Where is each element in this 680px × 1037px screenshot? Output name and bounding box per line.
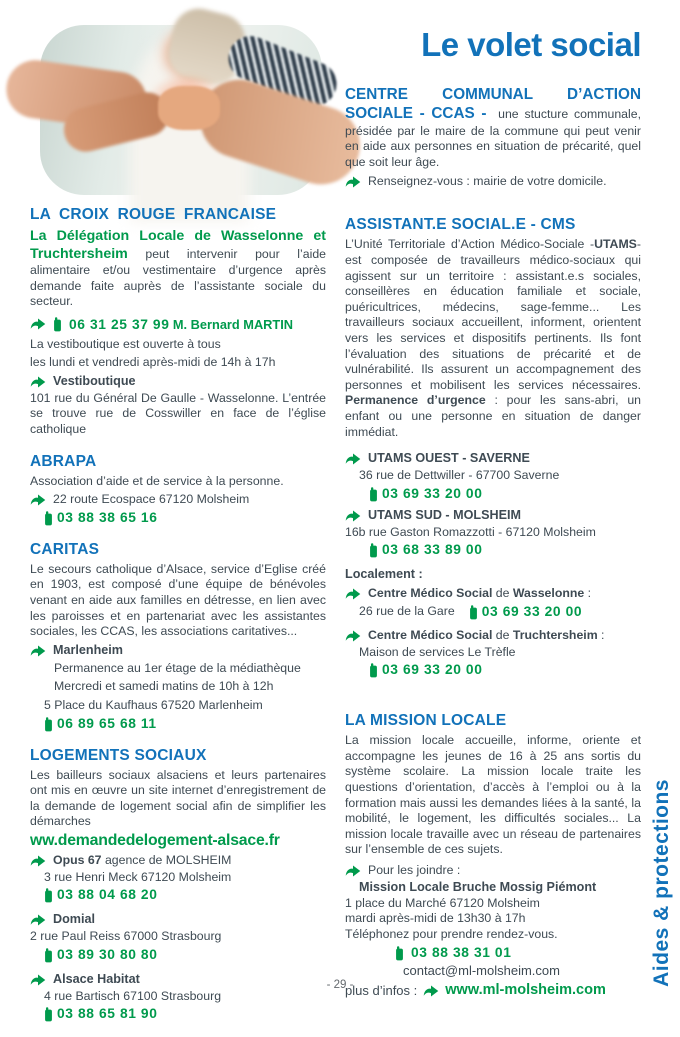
- cms-body-part: L’Unité Territoriale d’Action Médico-Sociale -: [345, 237, 595, 252]
- mission-address: 1 place du Marché 67120 Molsheim: [345, 895, 540, 910]
- arrow-icon: [345, 630, 361, 642]
- vestiboutique-line1: La vestiboutique est ouverte à tous: [30, 336, 221, 351]
- caritas-line3: 5 Place du Kaufhaus 67520 Marlenheim: [44, 698, 263, 712]
- cms-center-wasselonne: Centre Médico Social de Wasselonne :: [368, 586, 592, 601]
- localement-label: Localement :: [345, 567, 423, 582]
- utams-sud-phone: 03 68 33 89 00: [382, 542, 483, 558]
- mission-hours: mardi après-midi de 13h30 à 17h: [345, 911, 526, 926]
- mission-join-label: Pour les joindre :: [368, 863, 461, 878]
- arrow-icon: [30, 318, 46, 330]
- section-caritas: [30, 541, 326, 732]
- abrapa-address: 22 route Ecospace 67120 Molsheim: [53, 492, 250, 507]
- logements-heading: LOGEMENTS SOCIAUX: [30, 746, 207, 764]
- ccas-heading: CENTRE COMMUNAL D’ACTION SOCIALE - CCAS -: [345, 86, 641, 123]
- ccas-note: Renseignez-vous : mairie de votre domicile.: [368, 173, 607, 188]
- arrow-icon: [345, 453, 361, 465]
- mission-website-link[interactable]: www.ml-molsheim.com: [445, 982, 606, 998]
- arrow-icon: [30, 494, 46, 506]
- mission-more-label: plus d’infos :: [345, 982, 418, 998]
- cms-body: [345, 237, 641, 440]
- arrow-icon: [345, 865, 361, 877]
- photo-fist-shape: [158, 86, 220, 130]
- arrow-icon: [345, 510, 361, 522]
- agency-alsace-habitat-name: Alsace Habitat: [53, 971, 140, 986]
- arrow-icon: [345, 588, 361, 600]
- agency-domial-phone: 03 89 30 80 80: [57, 946, 158, 962]
- ccas-body: une stucture communale, présidée par le maire de la commune qui peut venir en aide aux personnes en situation de précarité, quel que soit leur âge.: [345, 107, 641, 170]
- caritas-line1: Permanence au 1er étage de la médiathèque: [54, 660, 301, 675]
- mission-email[interactable]: contact@ml-molsheim.com: [403, 962, 560, 978]
- section-assistant-social-cms: [345, 216, 641, 678]
- hands-fist-bump-photo: [40, 25, 322, 195]
- agency-alsace-habitat-phone: 03 88 65 81 90: [57, 1006, 158, 1022]
- phone-icon: [44, 717, 53, 732]
- phone-icon: [44, 888, 53, 903]
- utams-ouest-phone: 03 69 33 20 00: [382, 485, 483, 501]
- caritas-line2: Mercredi et samedi matins de 10h à 12h: [54, 679, 274, 694]
- phone-icon: [469, 605, 478, 620]
- agency-opus67-address: 3 rue Henri Meck 67120 Molsheim: [44, 869, 232, 884]
- agency-domial-address: 2 rue Paul Reiss 67000 Strasbourg: [30, 929, 222, 944]
- croix-rouge-contact: M. Bernard MARTIN: [172, 316, 294, 332]
- arrow-icon: [30, 914, 46, 926]
- cms-truchtersheim-address: Maison de services Le Trèfle: [359, 644, 516, 659]
- phone-icon: [44, 511, 53, 526]
- arrow-icon: [345, 176, 361, 188]
- agency-opus67-name: Opus 67 agence de MOLSHEIM: [53, 853, 232, 868]
- chapter-side-label: Aides & protections: [650, 779, 673, 987]
- cms-body-bold-utams: UTAMS: [594, 237, 637, 252]
- abrapa-phone: 03 88 38 65 16: [57, 509, 158, 525]
- left-column: [30, 206, 326, 1037]
- section-mission-locale: [345, 712, 641, 998]
- phone-icon: [44, 1007, 53, 1022]
- croix-rouge-phone: 06 31 25 37 99: [69, 316, 170, 332]
- logements-body: Les bailleurs sociaux alsaciens et leurs partenaires ont mis en œuvre un site internet d’enregistrement de la demande de logement social afin de simplifier les démarches: [30, 767, 326, 829]
- mission-body: La mission locale accueille, informe, oriente et accompagne les jeunes de 16 à 25 ans sortis du système scolaire. La mission locale traite les questions d’orientation, d’accès à l’emploi ou à la formation mais aussi les demandes liées à la santé, la mobilité, le logement, les difficultés sociales... La mission locale travaille avec un réseau de partenaires sur l’ensemble de ces sujets.: [345, 733, 641, 857]
- phone-icon: [53, 317, 62, 332]
- arrow-icon: [30, 376, 46, 388]
- utams-ouest-name: UTAMS OUEST - SAVERNE: [368, 451, 530, 466]
- cms-body-part: : pour les sans-abri, un enfant ou une personne en situation de danger immédiat.: [345, 393, 641, 439]
- croix-rouge-address: 101 rue du Général De Gaulle - Wasselonne. L’entrée se trouve rue de Cosswiller en face de l’église catholique: [30, 390, 326, 436]
- croix-rouge-intro: [30, 227, 326, 310]
- page-title: Le volet social: [421, 26, 641, 63]
- cms-body-bold-permanence: Permanence d’urgence: [345, 393, 486, 408]
- abrapa-heading: ABRAPA: [30, 452, 97, 470]
- cms-center-truchtersheim: Centre Médico Social de Truchtersheim :: [368, 627, 605, 642]
- mission-heading: LA MISSION LOCALE: [345, 712, 507, 730]
- utams-sud-address: 16b rue Gaston Romazzotti - 67120 Molsheim: [345, 524, 596, 539]
- page-number: - 29 -: [326, 979, 354, 991]
- cms-body-part: - est composée de travailleurs médico-sociaux qui agissent sur un territoire : assistant.e.s sociales, conseillères en éducation familiale et sociale, puéricultrices, médecins, sage-femme... Les travailleurs sociaux accueillent, informent, orientent vers les services et dispositifs pertinents. Ils font l’évaluation des situations de précarité et de vulnérabilité. Ils assurent un accompagnement des personnes et mobilisent les services nécessaires.: [345, 237, 641, 392]
- section-ccas: [345, 85, 641, 189]
- phone-icon: [369, 663, 378, 678]
- croix-rouge-intro-rest: peut intervenir pour l’aide alimentaire et/ou vestimentaire d’urgence après demande faite auprès de l’assistante sociale du secteur.: [30, 247, 326, 309]
- agency-alsace-habitat-address: 4 rue Bartisch 67100 Strasbourg: [44, 988, 222, 1003]
- phone-icon: [369, 487, 378, 502]
- cms-wasselonne-phone: 03 69 33 20 00: [481, 603, 583, 619]
- caritas-heading: CARITAS: [30, 540, 100, 558]
- phone-icon: [369, 543, 378, 558]
- agency-domial-name: Domial: [53, 912, 95, 927]
- caritas-subheading: Marlenheim: [53, 642, 123, 657]
- croix-rouge-heading: LA CROIX ROUGE FRANCAISE: [30, 206, 277, 223]
- cms-wasselonne-address: 26 rue de la Gare: [359, 603, 455, 618]
- cms-heading: ASSISTANT.E SOCIAL.E - CMS: [345, 216, 576, 234]
- utams-ouest-address: 36 rue de Dettwiller - 67700 Saverne: [359, 468, 560, 483]
- right-column: [345, 85, 641, 1013]
- mission-call-note: Téléphonez pour prendre rendez-vous.: [345, 926, 558, 941]
- cms-truchtersheim-phone: 03 69 33 20 00: [382, 662, 483, 678]
- vestiboutique-line2: les lundi et vendredi après-midi de 14h à 17h: [30, 355, 276, 370]
- abrapa-body: Association d’aide et de service à la personne.: [30, 473, 284, 488]
- caritas-phone: 06 89 65 68 11: [57, 715, 157, 731]
- vestiboutique-subheading: Vestiboutique: [53, 373, 136, 388]
- mission-org-name: Mission Locale Bruche Mossig Piémont: [359, 879, 597, 894]
- logements-website-link[interactable]: ww.demandedelogement-alsace.fr: [30, 832, 280, 850]
- croix-rouge-delegation: La Délégation Locale de Wasselonne et Truchtersheim: [30, 228, 326, 263]
- section-abrapa: [30, 453, 326, 526]
- utams-sud-name: UTAMS SUD - MOLSHEIM: [368, 507, 521, 522]
- caritas-body: Le secours catholique d’Alsace, service d’Eglise créé en 1903, est composé d’une équipe de bénévoles venant en aide aux familles en détresse, en lien avec les paroisses et en partenariat avec les assistantes sociales, les CCAS, les associations caritatives...: [30, 561, 326, 639]
- phone-icon: [44, 948, 53, 963]
- mission-phone: 03 88 38 31 01: [411, 944, 512, 960]
- section-croix-rouge: [30, 206, 326, 438]
- arrow-icon: [30, 645, 46, 657]
- agency-opus67-phone: 03 88 04 68 20: [57, 887, 158, 903]
- arrow-icon: [30, 855, 46, 867]
- phone-icon: [395, 946, 404, 961]
